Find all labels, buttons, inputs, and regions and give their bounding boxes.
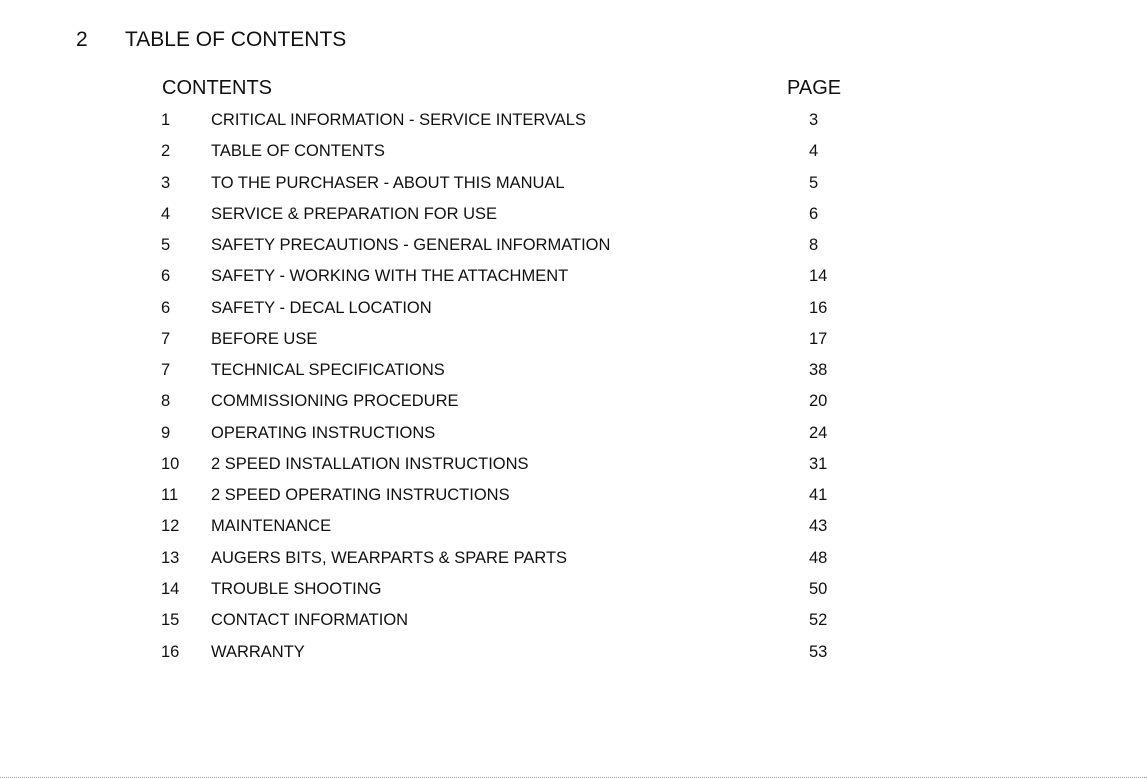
section-title: TABLE OF CONTENTS — [125, 28, 347, 51]
toc-entry-page: 5 — [809, 173, 819, 192]
toc-entry-number: 8 — [161, 392, 171, 411]
toc-entry-number: 1 — [161, 111, 171, 129]
toc-entry — [0, 453, 1147, 484]
toc-entry-title: BEFORE USE — [211, 329, 318, 348]
toc-entry — [0, 515, 1147, 546]
toc-entry — [0, 203, 1147, 234]
toc-entry — [0, 359, 1147, 390]
toc-entry-page: 41 — [809, 486, 828, 505]
toc-entry-number: 13 — [161, 548, 180, 567]
toc-entry — [0, 140, 1147, 171]
toc-entry-title: COMMISSIONING PROCEDURE — [211, 392, 459, 411]
toc-entry-number: 6 — [161, 267, 171, 286]
toc-entry-number: 2 — [161, 142, 171, 161]
toc-entry — [0, 172, 1147, 203]
toc-entry — [0, 234, 1147, 265]
toc-entry-title: AUGERS BITS, WEARPARTS & SPARE PARTS — [211, 548, 568, 567]
toc-entry-page: 52 — [809, 611, 828, 630]
toc-entry-title: OPERATING INSTRUCTIONS — [211, 423, 436, 442]
toc-entry-title: 2 SPEED INSTALLATION INSTRUCTIONS — [211, 454, 529, 473]
toc-entry-page: 6 — [809, 204, 819, 223]
page-column-header: PAGE — [787, 77, 842, 99]
toc-entry — [0, 328, 1147, 359]
toc-entry-page: 3 — [809, 111, 819, 129]
toc-entry-page: 53 — [809, 642, 828, 661]
toc-entry-number: 5 — [161, 236, 171, 255]
toc-entry — [0, 109, 1147, 140]
toc-entry-number: 10 — [161, 454, 180, 473]
toc-list — [0, 109, 1147, 672]
toc-entry-number: 16 — [161, 642, 180, 661]
toc-entry-title: SAFETY PRECAUTIONS - GENERAL INFORMATION — [211, 236, 611, 255]
toc-entry-page: 50 — [809, 579, 828, 598]
toc-entry-title: SERVICE & PREPARATION FOR USE — [211, 204, 498, 223]
toc-entry — [0, 578, 1147, 609]
toc-entry-title: MAINTENANCE — [211, 517, 332, 536]
toc-entry — [0, 265, 1147, 296]
toc-entry — [0, 422, 1147, 453]
contents-column-header: CONTENTS — [162, 77, 272, 99]
toc-entry-number: 12 — [161, 517, 180, 536]
toc-entry-number: 14 — [161, 579, 180, 598]
toc-entry-title: 2 SPEED OPERATING INSTRUCTIONS — [211, 486, 510, 505]
toc-entry-number: 7 — [161, 329, 171, 348]
toc-entry-title: TO THE PURCHASER - ABOUT THIS MANUAL — [211, 173, 565, 192]
toc-entry-title: SAFETY - WORKING WITH THE ATTACHMENT — [211, 267, 569, 286]
toc-entry — [0, 297, 1147, 328]
toc-entry-number: 3 — [161, 173, 171, 192]
toc-entry — [0, 484, 1147, 515]
toc-entry-page: 43 — [809, 517, 828, 536]
toc-entry-page: 48 — [809, 548, 828, 567]
toc-entry — [0, 547, 1147, 578]
toc-entry-title: CRITICAL INFORMATION - SERVICE INTERVALS — [211, 111, 586, 129]
toc-entry-title: TECHNICAL SPECIFICATIONS — [211, 361, 445, 380]
toc-entry-page: 4 — [809, 142, 819, 161]
toc-entry — [0, 390, 1147, 421]
toc-entry-title: TABLE OF CONTENTS — [211, 142, 385, 161]
toc-entry-page: 38 — [809, 361, 828, 380]
toc-entry-title: CONTACT INFORMATION — [211, 611, 409, 630]
toc-entry-page: 17 — [809, 329, 828, 348]
toc-entry — [0, 641, 1147, 672]
toc-entry-page: 20 — [809, 392, 828, 411]
toc-entry-page: 14 — [809, 267, 828, 286]
toc-entry-title: TROUBLE SHOOTING — [211, 579, 382, 598]
toc-entry-page: 31 — [809, 454, 828, 473]
toc-entry-number: 11 — [161, 486, 179, 505]
toc-entry-number: 4 — [161, 204, 171, 223]
toc-entry — [0, 609, 1147, 640]
toc-entry-page: 24 — [809, 423, 828, 442]
toc-entry-number: 7 — [161, 361, 171, 380]
toc-entry-title: SAFETY - DECAL LOCATION — [211, 298, 432, 317]
toc-entry-number: 6 — [161, 298, 171, 317]
toc-entry-number: 15 — [161, 611, 180, 630]
toc-entry-number: 9 — [161, 423, 171, 442]
section-number: 2 — [76, 28, 88, 51]
toc-entry-title: WARRANTY — [211, 642, 305, 661]
toc-entry-page: 16 — [809, 298, 828, 317]
toc-entry-page: 8 — [809, 236, 819, 255]
